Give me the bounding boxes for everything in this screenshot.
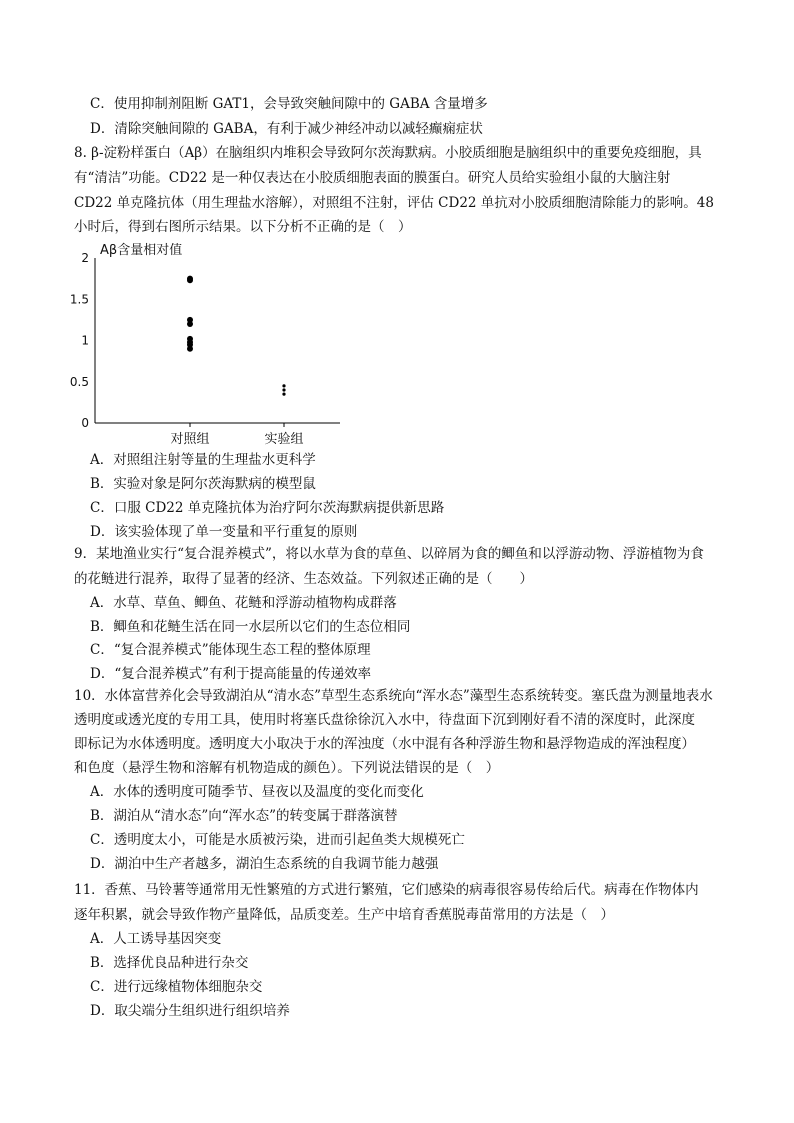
text-line: B．选择优良品种进行杂交: [90, 955, 249, 971]
text-line: A．人工诱导基因突变: [90, 931, 222, 947]
text-line: 逐年积累，就会导致作物产量降低，品质变差。生产中培育香蕉脱毒苗常用的方法是（ ）: [74, 907, 614, 923]
text-line: A．水草、草鱼、鲫鱼、花鲢和浮游动植物构成群落: [90, 595, 397, 611]
text-line: D．“复合混养模式”有利于提高能量的传递效率: [90, 666, 372, 682]
text-line: D．清除突触间隙的 GABA，有利于减少神经冲动以减轻癫痫症状: [90, 121, 483, 137]
y-tick-label: 0: [81, 416, 89, 430]
data-point: [187, 277, 193, 283]
text-line: 的花鲢进行混养，取得了显著的经济、生态效益。下列叙述正确的是（ ）: [74, 571, 533, 587]
y-tick-label: 0.5: [70, 374, 89, 389]
data-point: [187, 321, 193, 327]
text-line: 即标记为水体透明度。透明度大小取决于水的浑浊度（水中混有各种浮游生物和悬浮物造成的浑浊程度）: [74, 736, 695, 752]
text-line: 8. β-淀粉样蛋白（Aβ）在脑组织内堆积会导致阿尔茨海默病。小胶质细胞是脑组织中的重要免疫细胞，具: [74, 145, 702, 161]
text-line: A．对照组注射等量的生理盐水更科学: [90, 452, 316, 468]
scatter-chart: [70, 238, 350, 448]
text-line: CD22 单克隆抗体（用生理盐水溶解），对照组不注射，评估 CD22 单抗对小胶质细胞清除能力的影响。48: [74, 195, 714, 211]
y-tick-label: 1.5: [70, 292, 89, 307]
text-line: D．湖泊中生产者越多，湖泊生态系统的自我调节能力越强: [90, 856, 439, 872]
text-line: 9．某地渔业实行“复合混养模式”，将以水草为食的草鱼、以碎屑为食的鲫鱼和以浮游动物、浮游植物为食: [74, 546, 704, 562]
y-tick-label: 1: [81, 333, 89, 348]
text-line: B．湖泊从“清水态”向“浑水态”的转变属于群落演替: [90, 808, 398, 824]
data-points: [187, 276, 286, 396]
text-line: 和色度（悬浮生物和溶解有机物造成的颜色）。下列说法错误的是（ ）: [74, 760, 500, 776]
text-line: 有“清洁”功能。CD22 是一种仅表达在小胶质细胞表面的膜蛋白。研究人员给实验组小鼠的大脑注射: [74, 170, 671, 186]
text-line: A．水体的透明度可随季节、昼夜以及温度的变化而变化: [90, 784, 424, 800]
text-line: 透明度或透光度的专用工具，使用时将塞氏盘徐徐沉入水中，待盘面下沉到刚好看不清的深度时，此深度: [74, 712, 695, 728]
y-ticks: [70, 251, 89, 430]
x-ticks: [170, 423, 303, 447]
text-line: D．取尖端分生组织进行组织培养: [90, 1003, 290, 1019]
text-line: C．进行远缘植物体细胞杂交: [90, 979, 263, 995]
text-line: C．口服 CD22 单克隆抗体为治疗阿尔茨海默病提供新思路: [90, 500, 445, 516]
x-tick-label: 实验组: [264, 432, 304, 447]
data-point: [187, 346, 193, 352]
text-line: D．该实验体现了单一变量和平行重复的原则: [90, 524, 358, 540]
data-point: [282, 393, 285, 396]
text-line: C．“复合混养模式”能体现生态工程的整体原理: [90, 642, 371, 658]
data-point: [282, 388, 285, 391]
text-line: B．鲫鱼和花鲢生活在同一水层所以它们的生态位相同: [90, 619, 411, 635]
y-axis-label: Aβ含量相对值: [100, 243, 183, 258]
text-line: C．使用抑制剂阻断 GAT1，会导致突触间隙中的 GABA 含量增多: [90, 96, 488, 112]
text-line: 小时后，得到右图所示结果。以下分析不正确的是（ ）: [74, 219, 412, 235]
text-line: B．实验对象是阿尔茨海默病的模型鼠: [90, 476, 316, 492]
x-tick-label: 对照组: [170, 432, 210, 447]
y-tick-label: 2: [81, 251, 89, 265]
text-line: 10．水体富营养化会导致湖泊从“清水态”草型生态系统向“浑水态”藻型生态系统转变。塞氏盘为测量地表水: [74, 688, 713, 704]
text-line: C．透明度太小，可能是水质被污染，进而引起鱼类大规模死亡: [90, 832, 465, 848]
text-line: 11．香蕉、马铃薯等通常用无性繁殖的方式进行繁殖，它们感染的病毒很容易传给后代。病毒在作物体内: [74, 882, 699, 898]
data-point: [282, 384, 285, 387]
